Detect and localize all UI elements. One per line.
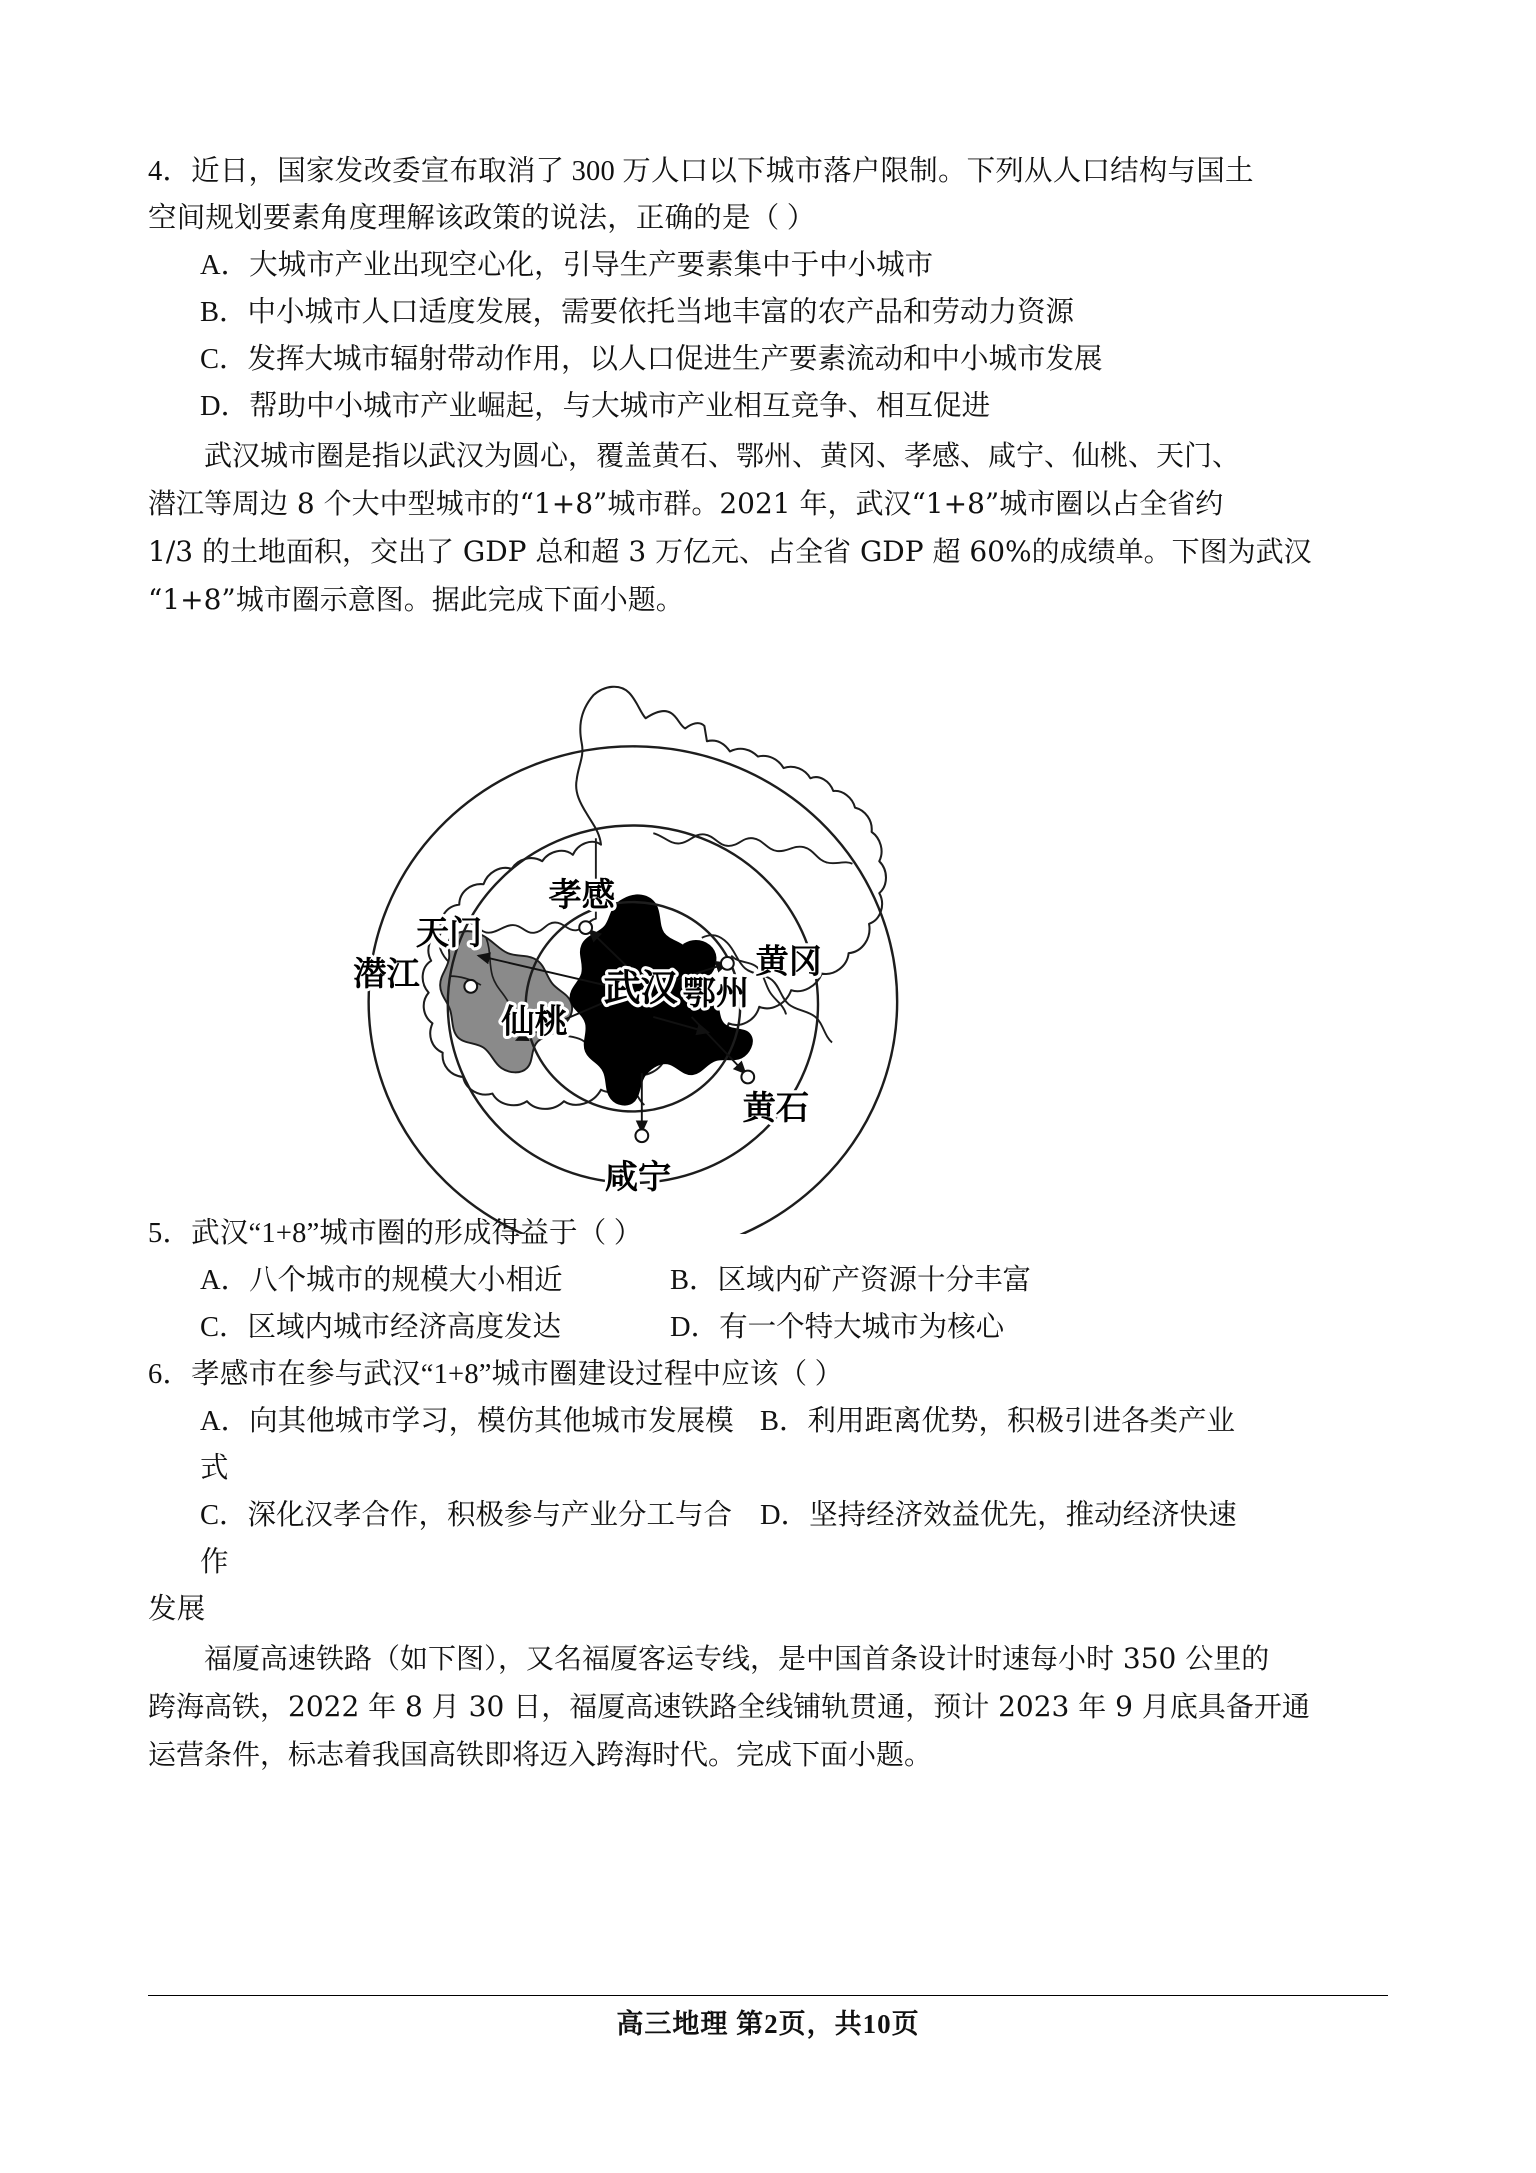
passage2-line1: 福厦高速铁路（如下图），又名福厦客运专线，是中国首条设计时速每小时 350 公里的 [204, 1642, 1270, 1675]
question-5-options-row-1 [148, 1257, 1388, 1304]
question-6 [148, 1351, 1388, 1633]
question-6-options-row-1 [148, 1398, 1388, 1492]
wuhan-city-circle-svg [318, 634, 958, 1234]
passage-fuxia-high-speed-rail [148, 1635, 1388, 1779]
city-marker-huangshi [741, 1071, 754, 1084]
question-6-option-b[interactable]: B．利用距离优势，积极引进各类产业 [760, 1406, 1236, 1437]
footer-label: 高三地理 第2页，共10页 [616, 2009, 920, 2039]
map-label-xianning: 咸宁 [604, 1159, 672, 1197]
question-5-option-b[interactable]: B．区域内矿产资源十分丰富 [670, 1265, 1032, 1296]
question-5-stem: 5．武汉“1+8”城市圈的形成得益于（ ） [148, 1218, 643, 1249]
city-marker-qianjiang [464, 980, 477, 993]
map-label-huangshi: 黄石 [742, 1090, 810, 1128]
map-label-qianjiang: 潜江 [353, 956, 420, 994]
question-4-option-b[interactable]: B．中小城市人口适度发展，需要依托当地丰富的农产品和劳动力资源 [200, 297, 1075, 328]
passage1-line3: 1/3 的土地面积，交出了 GDP 总和超 3 万亿元、占全省 GDP 超 60%的成绩单。下图为武汉 [148, 535, 1312, 568]
question-4-option-a[interactable]: A．大城市产业出现空心化，引导生产要素集中于中小城市 [200, 250, 934, 281]
question-4 [148, 148, 1388, 430]
question-6-option-a[interactable]: A．向其他城市学习，模仿其他城市发展模式 [200, 1406, 734, 1484]
question-4-option-d[interactable]: D．帮助中小城市产业崛起，与大城市产业相互竞争、相互促进 [200, 391, 991, 422]
map-label-huanggang: 黄冈 [755, 943, 822, 981]
question-4-stem-line2: 空间规划要素角度理解该政策的说法，正确的是（ ） [148, 203, 816, 234]
map-label-xiantao: 仙桃 [501, 1003, 568, 1041]
map-label-wuhan: 武汉 [603, 966, 678, 1009]
city-marker-xianning [635, 1129, 648, 1142]
question-6-option-c[interactable]: C．深化汉孝合作，积极参与产业分工与合作 [200, 1500, 733, 1578]
map-label-tianmen: 天门 [415, 915, 483, 953]
passage1-line4: “1+8”城市圈示意图。据此完成下面小题。 [148, 583, 684, 616]
question-5-options-row-2 [148, 1304, 1388, 1351]
page-content [148, 148, 1388, 1779]
passage1-line2: 潜江等周边 8 个大中型城市的“1+8”城市群。2021 年，武汉“1+8”城市圈以占全省约 [148, 487, 1224, 520]
map-label-xiaogan: 孝感 [548, 876, 616, 914]
question-5-option-d[interactable]: D．有一个特大城市为核心 [670, 1312, 1005, 1343]
question-6-options-row-2 [148, 1492, 1388, 1586]
passage2-line3: 运营条件，标志着我国高铁即将迈入跨海时代。完成下面小题。 [148, 1738, 933, 1771]
page-footer [0, 1995, 1536, 2041]
passage2-line2: 跨海高铁，2022 年 8 月 30 日，福厦高速铁路全线铺轨贯通，预计 2023 年 9 月底具备开通 [148, 1690, 1310, 1723]
question-6-option-d[interactable]: D．坚持经济效益优先，推动经济快速 [760, 1500, 1237, 1531]
question-4-stem-line1: 4．近日，国家发改委宣布取消了 300 万人口以下城市落户限制。下列从人口结构与国土 [148, 156, 1254, 187]
figure-wuhan-city-circle [148, 634, 1388, 1234]
question-4-option-c[interactable]: C．发挥大城市辐射带动作用，以人口促进生产要素流动和中小城市发展 [200, 344, 1103, 375]
question-6-option-d-wrap: 发展 [148, 1594, 206, 1625]
question-5-option-a[interactable]: A．八个城市的规模大小相近 [200, 1265, 563, 1296]
city-marker-xiaogan [579, 921, 592, 934]
city-marker-ezhou [721, 957, 734, 970]
footer-divider [148, 1995, 1388, 1996]
question-5-option-c[interactable]: C．区域内城市经济高度发达 [200, 1312, 562, 1343]
passage1-line1: 武汉城市圈是指以武汉为圆心，覆盖黄石、鄂州、黄冈、孝感、咸宁、仙桃、天门、 [204, 439, 1241, 472]
map-label-ezhou: 鄂州 [682, 975, 750, 1013]
passage-wuhan-city-circle [148, 432, 1388, 624]
question-6-stem: 6．孝感市在参与武汉“1+8”城市圈建设过程中应该（ ） [148, 1359, 844, 1390]
